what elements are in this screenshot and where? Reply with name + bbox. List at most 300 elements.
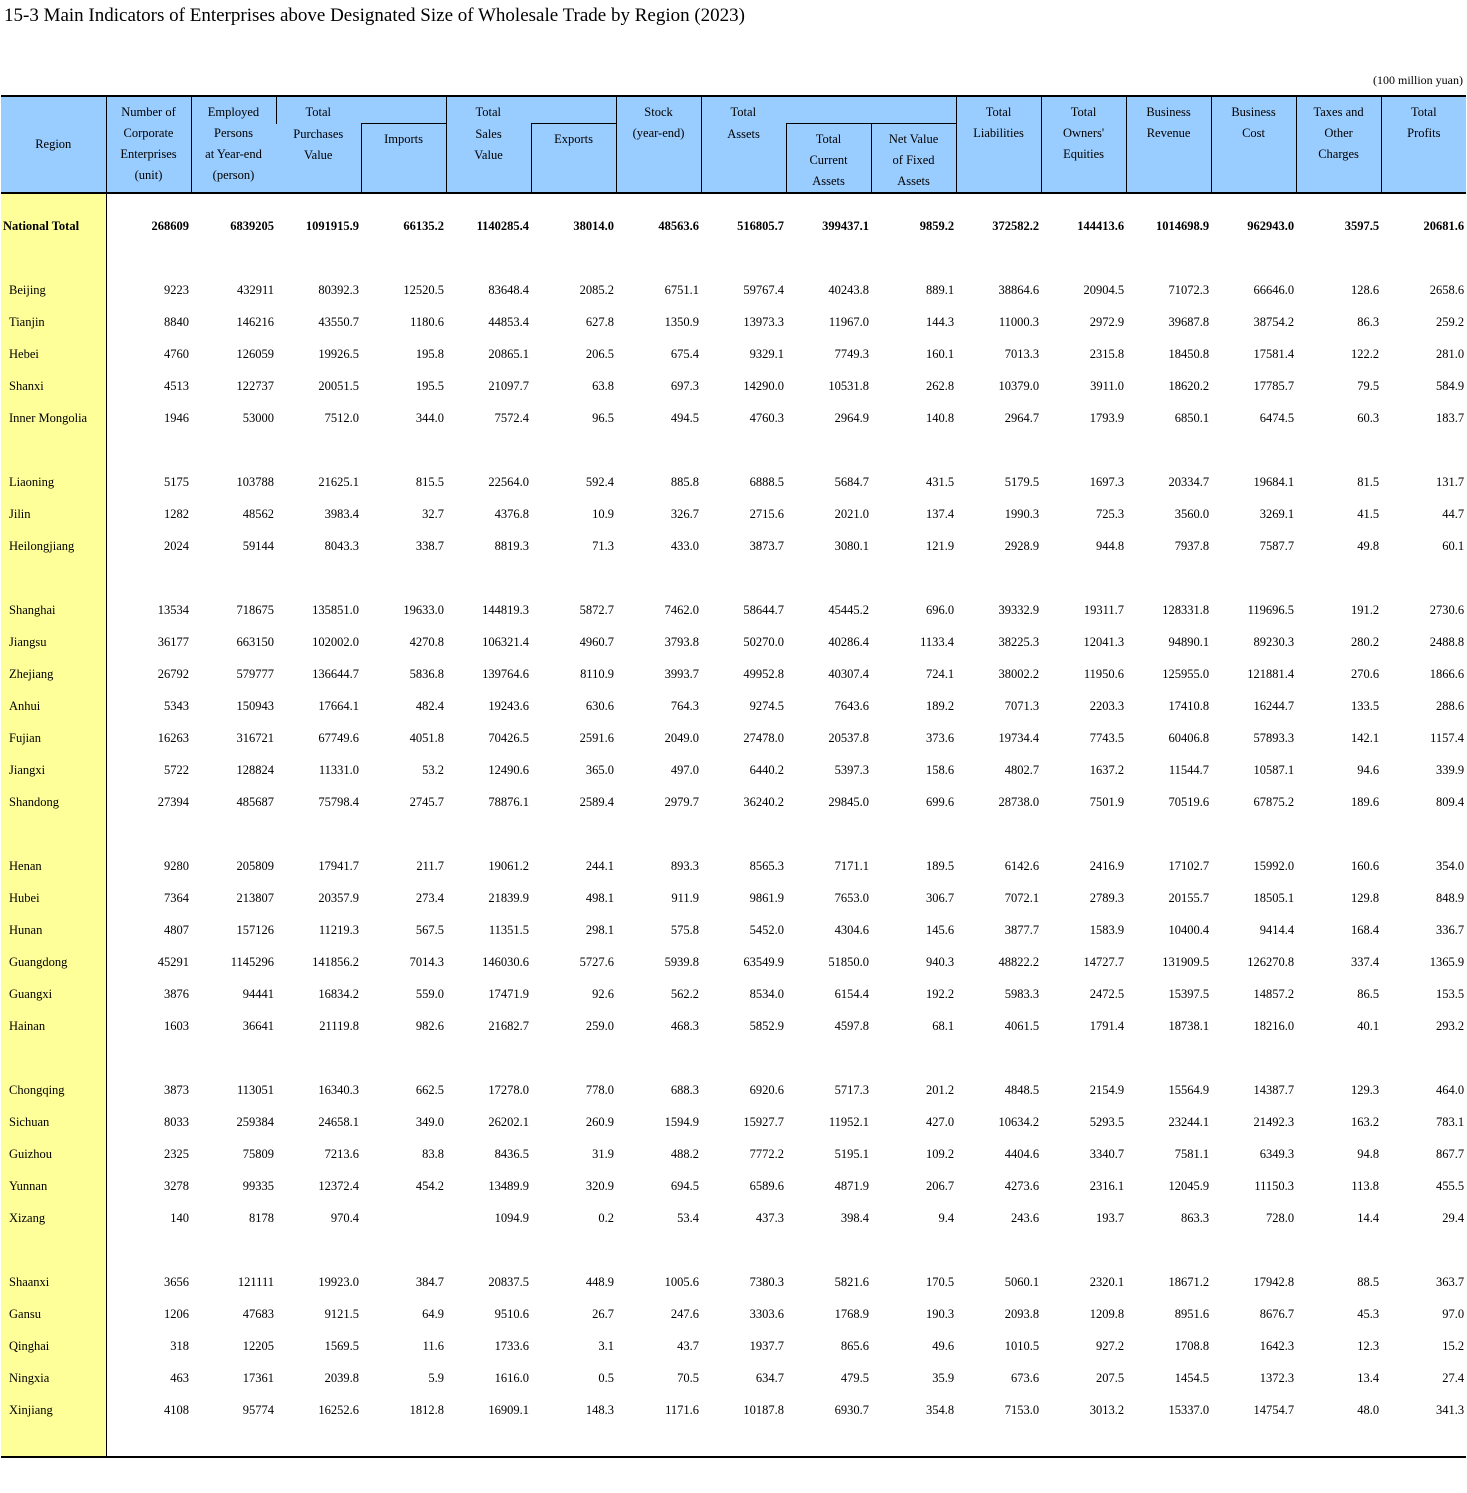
value-cell: 63.8 bbox=[592, 378, 615, 393]
value-cell: 19684.1 bbox=[1253, 474, 1295, 489]
value-cell: 4404.6 bbox=[1004, 1146, 1040, 1161]
value-cell: 11351.5 bbox=[488, 922, 530, 937]
value-cell: 13973.3 bbox=[743, 314, 785, 329]
value-cell: 6751.1 bbox=[664, 282, 700, 297]
value-cell: 136644.7 bbox=[312, 666, 359, 681]
region-cell: Inner Mongolia bbox=[1, 402, 106, 434]
value-cell: 20837.5 bbox=[488, 1274, 530, 1289]
value-cell: 75798.4 bbox=[318, 794, 359, 809]
table-title: 15-3 Main Indicators of Enterprises above Designated Size of Wholesale Trade by Region (2023) bbox=[4, 5, 745, 26]
header-assets: Total bbox=[701, 96, 956, 124]
value-cell: 10187.8 bbox=[743, 1402, 785, 1417]
value-cell: 1209.8 bbox=[1089, 1306, 1125, 1321]
region-cell: Jilin bbox=[1, 498, 106, 530]
value-cell: 2591.6 bbox=[579, 730, 615, 745]
value-cell: 1791.4 bbox=[1089, 1018, 1125, 1033]
value-cell: 7772.2 bbox=[749, 1146, 785, 1161]
value-cell: 4871.9 bbox=[834, 1178, 870, 1193]
value-cell: 2039.8 bbox=[324, 1370, 359, 1385]
value-cell: 7581.1 bbox=[1174, 1146, 1210, 1161]
value-cell: 126059 bbox=[236, 346, 274, 361]
value-cell: 38864.6 bbox=[998, 282, 1040, 297]
value-cell: 262.8 bbox=[925, 378, 955, 393]
value-cell: 5717.3 bbox=[834, 1082, 870, 1097]
value-cell: 1594.9 bbox=[664, 1114, 700, 1129]
value-cell: 14.4 bbox=[1357, 1210, 1380, 1225]
table-row bbox=[1, 1170, 1466, 1202]
value-cell: 11.6 bbox=[422, 1338, 445, 1353]
region-cell: Henan bbox=[1, 850, 106, 882]
header-purchases-sub: Purchases Value bbox=[276, 124, 361, 194]
value-cell: 10400.4 bbox=[1168, 922, 1210, 937]
value-cell: 109.2 bbox=[925, 1146, 955, 1161]
value-cell: 21119.8 bbox=[319, 1018, 359, 1033]
value-cell: 67749.6 bbox=[318, 730, 359, 745]
value-cell: 4061.5 bbox=[1004, 1018, 1040, 1033]
value-cell: 3876 bbox=[164, 986, 189, 1001]
header-profits: Total Profits bbox=[1381, 96, 1466, 193]
value-cell: 8033 bbox=[164, 1114, 189, 1129]
value-cell: 9121.5 bbox=[324, 1306, 359, 1321]
value-cell: 47683 bbox=[242, 1306, 274, 1321]
value-cell: 316721 bbox=[236, 730, 274, 745]
region-cell: Sichuan bbox=[1, 1106, 106, 1138]
value-cell: 2416.9 bbox=[1089, 858, 1125, 873]
header-current-assets: Total Current Assets bbox=[786, 124, 871, 194]
header-sales-sub: Sales Value bbox=[446, 124, 531, 194]
value-cell: 20155.7 bbox=[1168, 890, 1210, 905]
table-row bbox=[1, 850, 1466, 882]
value-cell: 211.7 bbox=[416, 858, 445, 873]
value-cell: 49.8 bbox=[1357, 538, 1380, 553]
value-cell: 3877.7 bbox=[1004, 922, 1040, 937]
value-cell: 848.9 bbox=[1435, 890, 1465, 905]
value-cell: 2472.5 bbox=[1089, 986, 1125, 1001]
value-cell: 15337.0 bbox=[1168, 1402, 1210, 1417]
value-cell: 455.5 bbox=[1435, 1178, 1465, 1193]
value-cell: 66135.2 bbox=[403, 218, 445, 233]
value-cell: 103788 bbox=[236, 474, 274, 489]
value-cell: 113051 bbox=[236, 1082, 274, 1097]
value-cell: 7587.7 bbox=[1259, 538, 1295, 553]
value-cell: 11950.6 bbox=[1083, 666, 1125, 681]
value-cell: 2021.0 bbox=[834, 506, 870, 521]
value-cell: 206.5 bbox=[585, 346, 615, 361]
value-cell: 18216.0 bbox=[1253, 1018, 1295, 1033]
value-cell: 128.6 bbox=[1350, 282, 1380, 297]
value-cell: 4848.5 bbox=[1004, 1082, 1040, 1097]
value-cell: 160.6 bbox=[1350, 858, 1380, 873]
value-cell: 663150 bbox=[236, 634, 274, 649]
region-cell: Hebei bbox=[1, 338, 106, 370]
value-cell: 4108 bbox=[164, 1402, 189, 1417]
value-cell: 48.0 bbox=[1357, 1402, 1380, 1417]
value-cell: 97.0 bbox=[1442, 1306, 1465, 1321]
value-cell: 7171.1 bbox=[834, 858, 870, 873]
value-cell: 2203.3 bbox=[1089, 698, 1125, 713]
value-cell: 244.1 bbox=[585, 858, 615, 873]
value-cell: 145.6 bbox=[925, 922, 955, 937]
value-cell: 5343 bbox=[164, 698, 189, 713]
value-cell: 5397.3 bbox=[834, 762, 870, 777]
table-row bbox=[1, 914, 1466, 946]
region-cell: Qinghai bbox=[1, 1330, 106, 1362]
value-cell: 206.7 bbox=[925, 1178, 955, 1193]
table-row bbox=[1, 466, 1466, 498]
value-cell: 927.2 bbox=[1095, 1338, 1125, 1353]
value-cell: 4376.8 bbox=[494, 506, 530, 521]
table-row bbox=[1, 1010, 1466, 1042]
value-cell: 268609 bbox=[151, 218, 189, 233]
value-cell: 137.4 bbox=[925, 506, 955, 521]
value-cell: 497.0 bbox=[670, 762, 700, 777]
header-corporate: Number of Corporate Enterprises (unit) bbox=[106, 96, 191, 193]
value-cell: 39687.8 bbox=[1168, 314, 1210, 329]
value-cell: 40243.8 bbox=[828, 282, 870, 297]
region-cell: Zhejiang bbox=[1, 658, 106, 690]
value-cell: 17785.7 bbox=[1253, 378, 1295, 393]
region-cell: Hunan bbox=[1, 914, 106, 946]
value-cell: 1180.6 bbox=[410, 314, 445, 329]
value-cell: 2589.4 bbox=[579, 794, 615, 809]
region-cell: Anhui bbox=[1, 690, 106, 722]
value-cell: 579777 bbox=[236, 666, 274, 681]
value-cell: 153.5 bbox=[1435, 986, 1465, 1001]
value-cell: 7743.5 bbox=[1089, 730, 1125, 745]
region-cell: Guangxi bbox=[1, 978, 106, 1010]
value-cell: 18738.1 bbox=[1168, 1018, 1210, 1033]
value-cell: 2928.9 bbox=[1004, 538, 1040, 553]
region-cell: Tianjin bbox=[1, 306, 106, 338]
value-cell: 146030.6 bbox=[482, 954, 530, 969]
region-cell: Heilongjiang bbox=[1, 530, 106, 562]
value-cell: 454.2 bbox=[415, 1178, 445, 1193]
value-cell: 349.0 bbox=[415, 1114, 445, 1129]
value-cell: 2979.7 bbox=[664, 794, 700, 809]
value-cell: 1365.9 bbox=[1429, 954, 1465, 969]
value-cell: 29.4 bbox=[1442, 1210, 1465, 1225]
value-cell: 5.9 bbox=[428, 1370, 445, 1385]
value-cell: 259384 bbox=[236, 1114, 274, 1129]
value-cell: 270.6 bbox=[1350, 666, 1380, 681]
value-cell: 71072.3 bbox=[1168, 282, 1210, 297]
value-cell: 5727.6 bbox=[579, 954, 615, 969]
table-row bbox=[1, 370, 1466, 402]
region-cell: Jiangsu bbox=[1, 626, 106, 658]
value-cell: 427.0 bbox=[925, 1114, 955, 1129]
value-cell: 6850.1 bbox=[1174, 410, 1210, 425]
value-cell: 14754.7 bbox=[1253, 1402, 1295, 1417]
region-cell: Jiangxi bbox=[1, 754, 106, 786]
value-cell: 3993.7 bbox=[664, 666, 700, 681]
value-cell: 31.9 bbox=[592, 1146, 615, 1161]
value-cell: 86.3 bbox=[1357, 314, 1380, 329]
header-cost: Business Cost bbox=[1211, 96, 1296, 193]
value-cell: 1569.5 bbox=[324, 1338, 359, 1353]
value-cell: 372582.2 bbox=[992, 218, 1040, 233]
value-cell: 728.0 bbox=[1265, 1210, 1295, 1225]
value-cell: 3303.6 bbox=[749, 1306, 785, 1321]
value-cell: 60406.8 bbox=[1168, 730, 1210, 745]
value-cell: 20904.5 bbox=[1083, 282, 1125, 297]
value-cell: 5060.1 bbox=[1004, 1274, 1040, 1289]
value-cell: 4960.7 bbox=[579, 634, 615, 649]
value-cell: 4304.6 bbox=[834, 922, 870, 937]
value-cell: 1372.3 bbox=[1259, 1370, 1295, 1385]
value-cell: 20357.9 bbox=[318, 890, 359, 905]
value-cell: 44853.4 bbox=[488, 314, 530, 329]
value-cell: 3013.2 bbox=[1089, 1402, 1125, 1417]
value-cell: 92.6 bbox=[592, 986, 615, 1001]
spacer-row bbox=[1, 562, 1466, 594]
region-cell: Xinjiang bbox=[1, 1394, 106, 1426]
value-cell: 1583.9 bbox=[1089, 922, 1125, 937]
value-cell: 17410.8 bbox=[1168, 698, 1210, 713]
value-cell: 183.7 bbox=[1435, 410, 1465, 425]
value-cell: 5983.3 bbox=[1004, 986, 1040, 1001]
value-cell: 14857.2 bbox=[1253, 986, 1295, 1001]
value-cell: 4270.8 bbox=[409, 634, 445, 649]
value-cell: 8819.3 bbox=[494, 538, 530, 553]
value-cell: 6589.6 bbox=[749, 1178, 785, 1193]
value-cell: 783.1 bbox=[1435, 1114, 1465, 1129]
value-cell: 45291 bbox=[157, 954, 189, 969]
table-row bbox=[1, 1266, 1466, 1298]
value-cell: 17361 bbox=[242, 1370, 274, 1385]
value-cell: 562.2 bbox=[670, 986, 700, 1001]
value-cell: 53000 bbox=[242, 410, 274, 425]
spacer-row bbox=[1, 1426, 1466, 1457]
value-cell: 815.5 bbox=[415, 474, 445, 489]
value-cell: 4760 bbox=[164, 346, 189, 361]
value-cell: 7072.1 bbox=[1004, 890, 1040, 905]
value-cell: 8840 bbox=[164, 314, 189, 329]
value-cell: 2093.8 bbox=[1004, 1306, 1040, 1321]
value-cell: 28738.0 bbox=[998, 794, 1040, 809]
value-cell: 71.3 bbox=[592, 538, 615, 553]
value-cell: 273.4 bbox=[415, 890, 445, 905]
value-cell: 592.4 bbox=[585, 474, 615, 489]
value-cell: 16909.1 bbox=[488, 1402, 530, 1417]
value-cell: 630.6 bbox=[585, 698, 615, 713]
value-cell: 11967.0 bbox=[828, 314, 870, 329]
value-cell: 94441 bbox=[242, 986, 274, 1001]
value-cell: 567.5 bbox=[415, 922, 445, 937]
value-cell: 14387.7 bbox=[1253, 1082, 1295, 1097]
value-cell: 60.1 bbox=[1442, 538, 1465, 553]
value-cell: 38754.2 bbox=[1253, 314, 1295, 329]
value-cell: 9510.6 bbox=[494, 1306, 530, 1321]
value-cell: 2488.8 bbox=[1429, 634, 1465, 649]
value-cell: 259.0 bbox=[585, 1018, 615, 1033]
value-cell: 2658.6 bbox=[1429, 282, 1465, 297]
value-cell: 725.3 bbox=[1095, 506, 1125, 521]
value-cell: 12205 bbox=[242, 1338, 274, 1353]
table-row bbox=[1, 1106, 1466, 1138]
value-cell: 1708.8 bbox=[1174, 1338, 1210, 1353]
value-cell: 7071.3 bbox=[1004, 698, 1040, 713]
value-cell: 17471.9 bbox=[488, 986, 530, 1001]
value-cell: 1145296 bbox=[230, 954, 274, 969]
table-row bbox=[1, 786, 1466, 818]
value-cell: 67875.2 bbox=[1253, 794, 1295, 809]
value-cell: 1282 bbox=[164, 506, 189, 521]
value-cell: 26.7 bbox=[592, 1306, 615, 1321]
value-cell: 19311.7 bbox=[1083, 602, 1125, 617]
header-liabilities: Total Liabilities bbox=[956, 96, 1041, 193]
value-cell: 48563.6 bbox=[658, 218, 700, 233]
value-cell: 148.3 bbox=[585, 1402, 615, 1417]
value-cell: 778.0 bbox=[585, 1082, 615, 1097]
value-cell: 885.8 bbox=[670, 474, 700, 489]
value-cell: 17664.1 bbox=[318, 698, 359, 713]
value-cell: 288.6 bbox=[1435, 698, 1465, 713]
value-cell: 18620.2 bbox=[1168, 378, 1210, 393]
value-cell: 7937.8 bbox=[1174, 538, 1210, 553]
value-cell: 673.6 bbox=[1010, 1370, 1040, 1385]
value-cell: 16340.3 bbox=[318, 1082, 359, 1097]
table-row bbox=[1, 690, 1466, 722]
value-cell: 12372.4 bbox=[318, 1178, 359, 1193]
value-cell: 1616.0 bbox=[494, 1370, 530, 1385]
value-cell: 14290.0 bbox=[743, 378, 785, 393]
value-cell: 559.0 bbox=[415, 986, 445, 1001]
region-cell: Liaoning bbox=[1, 466, 106, 498]
value-cell: 19243.6 bbox=[488, 698, 530, 713]
value-cell: 19923.0 bbox=[318, 1274, 359, 1289]
value-cell: 365.0 bbox=[585, 762, 615, 777]
table-row bbox=[1, 1330, 1466, 1362]
region-cell: Shaanxi bbox=[1, 1266, 106, 1298]
value-cell: 341.3 bbox=[1435, 1402, 1465, 1417]
value-cell: 662.5 bbox=[415, 1082, 445, 1097]
region-cell: Hubei bbox=[1, 882, 106, 914]
table-row bbox=[1, 1362, 1466, 1394]
value-cell: 1350.9 bbox=[664, 314, 700, 329]
value-cell: 106321.4 bbox=[482, 634, 530, 649]
value-cell: 20334.7 bbox=[1168, 474, 1210, 489]
value-cell: 2154.9 bbox=[1089, 1082, 1125, 1097]
spacer-row bbox=[1, 242, 1466, 274]
value-cell: 448.9 bbox=[585, 1274, 615, 1289]
value-cell: 7512.0 bbox=[324, 410, 359, 425]
value-cell: 7749.3 bbox=[834, 346, 870, 361]
value-cell: 8178 bbox=[249, 1210, 274, 1225]
value-cell: 19926.5 bbox=[318, 346, 359, 361]
value-cell: 1133.4 bbox=[920, 634, 955, 649]
value-cell: 1946 bbox=[164, 410, 189, 425]
value-cell: 88.5 bbox=[1357, 1274, 1380, 1289]
value-cell: 6920.6 bbox=[749, 1082, 785, 1097]
value-cell: 399437.1 bbox=[822, 218, 870, 233]
value-cell: 4760.3 bbox=[749, 410, 785, 425]
value-cell: 4802.7 bbox=[1004, 762, 1040, 777]
table-row bbox=[1, 402, 1466, 434]
value-cell: 2316.1 bbox=[1089, 1178, 1125, 1193]
value-cell: 125955.0 bbox=[1162, 666, 1210, 681]
value-cell: 2972.9 bbox=[1089, 314, 1125, 329]
value-cell: 280.2 bbox=[1350, 634, 1380, 649]
value-cell: 59767.4 bbox=[743, 282, 785, 297]
value-cell: 867.7 bbox=[1435, 1146, 1465, 1161]
value-cell: 482.4 bbox=[415, 698, 445, 713]
table-row bbox=[1, 338, 1466, 370]
value-cell: 24658.1 bbox=[318, 1114, 359, 1129]
value-cell: 6440.2 bbox=[749, 762, 785, 777]
value-cell: 337.4 bbox=[1350, 954, 1380, 969]
value-cell: 14727.7 bbox=[1083, 954, 1125, 969]
value-cell: 12.3 bbox=[1357, 1338, 1380, 1353]
value-cell: 45.3 bbox=[1357, 1306, 1380, 1321]
value-cell: 339.9 bbox=[1435, 762, 1465, 777]
header-purchases: Total bbox=[276, 96, 446, 124]
value-cell: 5836.8 bbox=[409, 666, 445, 681]
value-cell: 6142.6 bbox=[1004, 858, 1040, 873]
value-cell: 131909.5 bbox=[1162, 954, 1210, 969]
value-cell: 3793.8 bbox=[664, 634, 700, 649]
value-cell: 96.5 bbox=[592, 410, 615, 425]
value-cell: 697.3 bbox=[670, 378, 700, 393]
value-cell: 68.1 bbox=[932, 1018, 955, 1033]
value-cell: 1010.5 bbox=[1004, 1338, 1040, 1353]
value-cell: 11544.7 bbox=[1168, 762, 1210, 777]
value-cell: 3340.7 bbox=[1089, 1146, 1125, 1161]
table-row bbox=[1, 1394, 1466, 1426]
value-cell: 144413.6 bbox=[1077, 218, 1125, 233]
table-row bbox=[1, 722, 1466, 754]
value-cell: 4273.6 bbox=[1004, 1178, 1040, 1193]
value-cell: 464.0 bbox=[1435, 1082, 1465, 1097]
spacer-row bbox=[1, 1234, 1466, 1266]
value-cell: 7364 bbox=[164, 890, 189, 905]
value-cell: 121.9 bbox=[925, 538, 955, 553]
value-cell: 12490.6 bbox=[488, 762, 530, 777]
value-cell: 190.3 bbox=[925, 1306, 955, 1321]
value-cell: 45445.2 bbox=[828, 602, 870, 617]
value-cell: 51850.0 bbox=[828, 954, 870, 969]
value-cell: 11952.1 bbox=[828, 1114, 870, 1129]
value-cell: 15564.9 bbox=[1168, 1082, 1210, 1097]
value-cell: 195.5 bbox=[415, 378, 445, 393]
value-cell: 78876.1 bbox=[488, 794, 530, 809]
value-cell: 17942.8 bbox=[1253, 1274, 1295, 1289]
value-cell: 11331.0 bbox=[318, 762, 359, 777]
table-row bbox=[1, 1298, 1466, 1330]
value-cell: 13.4 bbox=[1357, 1370, 1380, 1385]
value-cell: 146216 bbox=[236, 314, 274, 329]
value-cell: 336.7 bbox=[1435, 922, 1465, 937]
value-cell: 694.5 bbox=[670, 1178, 700, 1193]
value-cell: 20681.6 bbox=[1423, 218, 1465, 233]
value-cell: 157126 bbox=[236, 922, 274, 937]
value-cell: 75809 bbox=[242, 1146, 274, 1161]
value-cell: 53.2 bbox=[422, 762, 445, 777]
value-cell: 18671.2 bbox=[1168, 1274, 1210, 1289]
value-cell: 49.6 bbox=[932, 1338, 955, 1353]
value-cell: 1157.4 bbox=[1430, 730, 1465, 745]
value-cell: 5684.7 bbox=[834, 474, 870, 489]
value-cell: 1768.9 bbox=[834, 1306, 870, 1321]
value-cell: 19633.0 bbox=[403, 602, 445, 617]
table-row bbox=[1, 1074, 1466, 1106]
value-cell: 11150.3 bbox=[1254, 1178, 1295, 1193]
value-cell: 699.6 bbox=[925, 794, 955, 809]
value-cell: 4513 bbox=[164, 378, 189, 393]
table-header bbox=[1, 96, 1466, 193]
region-cell: Chongqing bbox=[1, 1074, 106, 1106]
value-cell: 168.4 bbox=[1350, 922, 1380, 937]
value-cell: 764.3 bbox=[670, 698, 700, 713]
